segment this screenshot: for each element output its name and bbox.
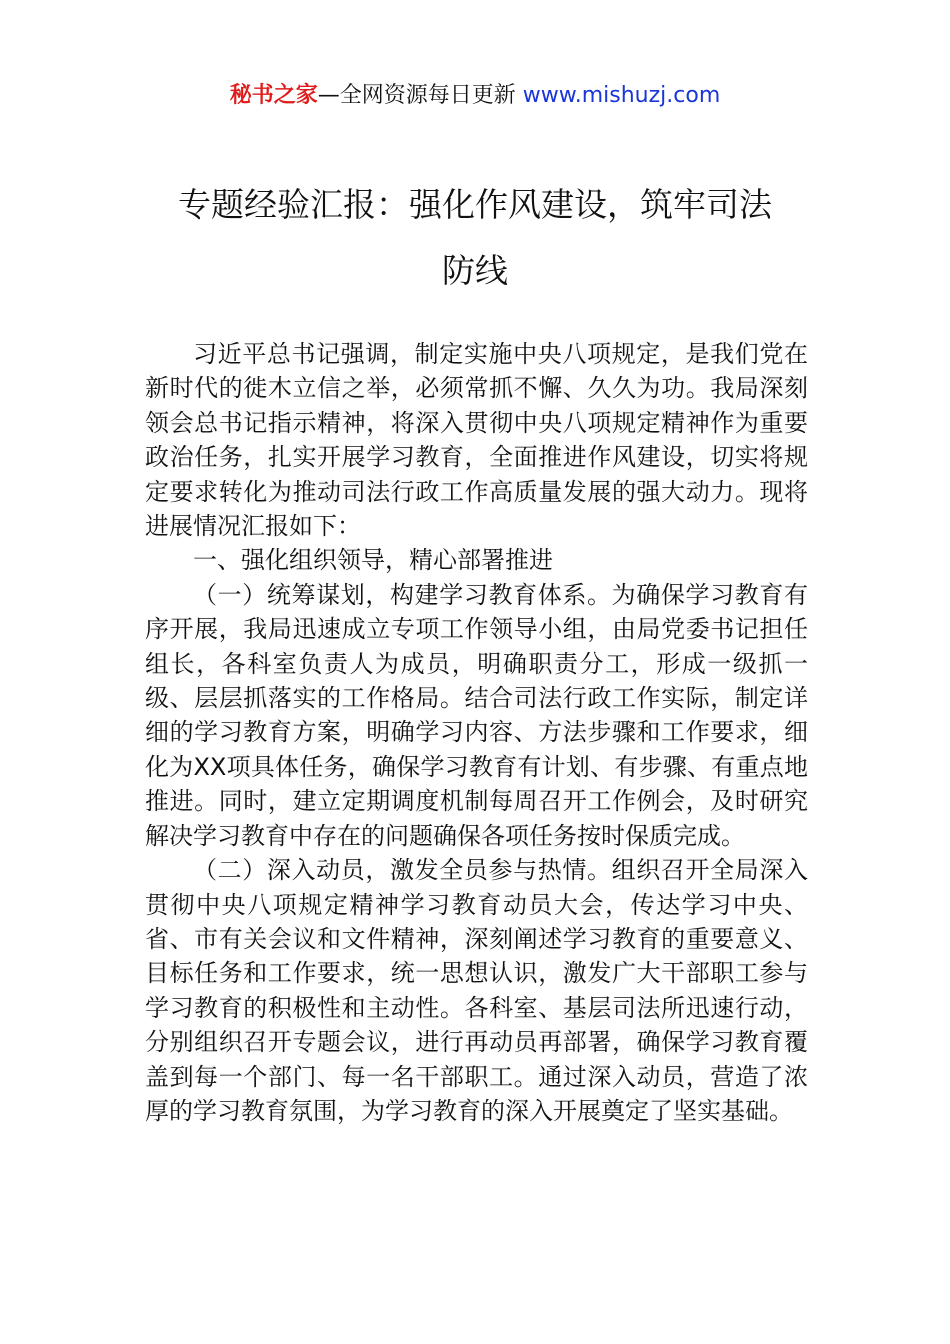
intro-paragraph: 习近平总书记强调，制定实施中央八项规定，是我们党在新时代的徙木立信之举，必须常抓不懈、久久为功。我局深刻领会总书记指示精神，将深入贯彻中央八项规定精神作为重要政治任务，扎实开展学习教育，全面推进作风建设，切实将规定要求转化为推动司法行政工作高质量发展的强大动力。现将进展情况汇报如下：: [145, 340, 808, 541]
site-url-link[interactable]: www.mishuzj.com: [522, 83, 721, 108]
document-title: [0, 172, 950, 304]
section-paragraph-1: （一）统筹谋划，构建学习教育体系。为确保学习教育有序开展，我局迅速成立专项工作领导小组，由局党委书记担任组长，各科室负责人为成员，明确职责分工，形成一级抓一级、层层抓落实的工作格局。结合司法行政工作实际，制定详细的学习教育方案，明确学习内容、方法步骤和工作要求，细化为XX项具体任务，确保学习教育有计划、有步骤、有重点地推进。同时，建立定期调度机制每周召开工作例会，及时研究解决学习教育中存在的问题确保各项任务按时保质完成。: [145, 580, 808, 850]
site-slogan: —全网资源每日更新: [317, 83, 516, 108]
section-paragraph-2: （二）深入动员，激发全员参与热情。组织召开全局深入贯彻中央八项规定精神学习教育动员大会，传达学习中央、省、市有关会议和文件精神，深刻阐述学习教育的重要意义、目标任务和工作要求，统一思想认识，激发广大干部职工参与学习教育的积极性和主动性。各科室、基层司法所迅速行动，分别组织召开专题会议，进行再动员再部署，确保学习教育覆盖到每一个部门、每一名干部职工。通过深入动员，营造了浓厚的学习教育氛围，为学习教育的深入开展奠定了坚实基础。: [145, 856, 808, 1125]
document-body: [145, 337, 808, 1128]
site-brand-name: 秘书之家: [229, 83, 318, 108]
document-title-line-2: 防线: [442, 251, 508, 290]
section-heading: 一、强化组织领导，精心部署推进: [193, 546, 553, 575]
document-title-line-1: 专题经验汇报：强化作风建设，筑牢司法: [178, 185, 772, 224]
site-header: [0, 80, 950, 112]
